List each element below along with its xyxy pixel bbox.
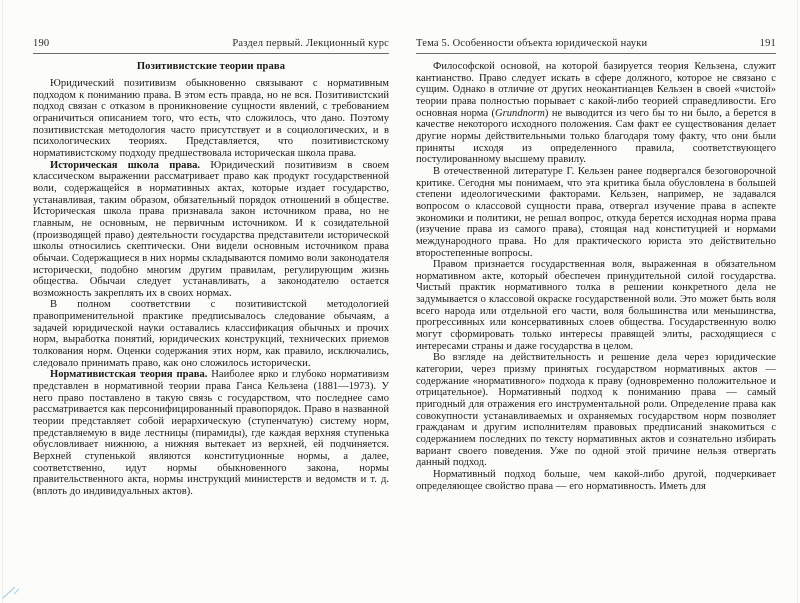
paragraph — [416, 469, 776, 492]
paragraph-text: Нормативный подход больше, чем какой-либо другой, подчеркивает определяющее свойство права — его нормативность. Иметь для — [416, 468, 776, 492]
body-text-right — [416, 61, 776, 492]
scan-artifact — [1, 585, 23, 599]
scan-edge-right — [797, 0, 798, 603]
running-title-right: Тема 5. Особенности объекта юридической науки — [416, 38, 648, 49]
paragraph — [33, 369, 389, 497]
paragraph-text: В полном соответствии с позитивистской методологией правоприменительной практике предписывалось следование обычаям, а задачей юридической науки оставались классификация обычных и прочих норм, выработка понятий, юридических конструкций, технических приемов толкования норм. Оценки содержания этих норм, как правило, исключались, следовало принимать право, как оно сложилось исторически. — [33, 299, 389, 369]
page-left — [33, 38, 389, 498]
running-head-left — [33, 38, 389, 54]
paragraph-text: ) не выводится из чего бы то ни было, а берется в качестве некоторого исходного положения. Сам факт ее существования делает другие нормы действительными только благодаря тому факту, что они были приняты исходя из определенного правила, соответствующего постулированному высшему правилу. — [416, 107, 776, 166]
paragraph — [416, 352, 776, 469]
paragraph-text: Правом признается государственная воля, выраженная в обязательном нормативном акте, который обеспечен принудительной силой государства. Чистый практик нормативного толка в решении конкретного дела не задумывается о классовой окраске государственной воли. Это может быть воля всего народа или отдельной его части, воля большинства или меньшинства, прогрессивных или консервативных слоев общества. Государственную волю могут сформировать только интересы правящей элиты, расходящиеся с интересами страны и даже государства в целом. — [416, 259, 776, 352]
paragraph — [416, 259, 776, 352]
paragraph — [416, 61, 776, 166]
paragraph-text: В отечественной литературе Г. Кельзен ранее подвергался безоговорочной критике. Сегодня мы понимаем, что эта критика была обусловлена в большей степени идеологическими факторами. Кельзен, например, не задавался вопросом о классовой сущности права, отвергал изучение права в аспекте экономики и политики, не решал вопрос, откуда берется исходная норма права (изучение права из самого права), стоящая над конституцией и нормами международного права. Но для практического юриста это действительно второстепенные вопросы. — [416, 165, 776, 259]
section-title: Позитивистские теории права — [136, 61, 286, 72]
paragraph — [33, 78, 389, 160]
scan-edge-left — [2, 0, 3, 603]
paragraph-text: Наиболее ярко и глубоко нормативизм представлен в нормативной теории права Ганса Кельзена (1881—1973). У него право поставлено в такую связь с государством, что последнее само рассматривается как персонифицированный правопорядок. Право в названной теории представляет собой иерархическую (ступенчатую) систему норм, представляемую в виде лестницы (пирамиды), где каждая верхняя ступенька обусловливает нижнюю, а нижняя вытекает из верхней, ей подчиняется. Верхней ступенькой являются конституционные нормы, а далее, соответственно, идут нормы обыкновенного закона, нормы правительственного акта, нормы инструкций министерств и ведомств и т. д. (вплоть до индивидуальных актов). — [33, 369, 389, 497]
paragraph — [33, 299, 389, 369]
running-title-left: Раздел первый. Лекционный курс — [232, 38, 389, 49]
paragraph-text: Юридический позитивизм обыкновенно связывают с нормативным подходом к пониманию права. В этом есть правда, но не вся. Позитивистский подход связан с отказом в проникновение сущности явлений, с требованием ограничиться описанием того, что есть, что сложилось, что дано. Поэтому позитивистская методология часто присутствует и в социологических, и в психологических теориях. Представляется, что позитивистскому нормативистскому подходу предшествовала историческая школа права. — [33, 78, 389, 159]
paragraph-text: Философской основой, на которой базируется теория Кельзена, служит кантианство. Право следует искать в сфере должного, которое не связано с сущим. Однако в отличие от других неокантианцев Кельзен в своей «чистой» теории права полностью порывает с какой-либо теорией справедливости. Его основная норма ( — [416, 61, 776, 119]
page-number-right: 191 — [759, 38, 776, 49]
paragraph — [33, 160, 389, 300]
paragraph-text: Юридический позитивизм в своем классическом выражении рассматривает право как продукт государственной воли, содержащейся в нормативных актах, которые издает государство, устанавливая, таким образом, обязательный порядок отношений в обществе. Историческая школа права признавала закон источником права, но не главным, не основным, не первичным источником. И к созидательной (производящей право) деятельности государства представители исторической школы относились скептически. Они видели основным источником права обычаи. Содержащиеся в них нормы складываются помимо воли законодателя исторически, подобно многим другим правилам, регулирующим жизнь общества. Обычаи следует устанавливать, а законодателю остается возможность закреплять их в своих нормах. — [33, 159, 389, 299]
running-head-right — [416, 38, 776, 54]
italic-term: Grundnorm — [495, 107, 545, 119]
run-in-heading: Нормативистская теория права. — [50, 369, 208, 381]
run-in-heading: Историческая школа права. — [50, 159, 201, 171]
page-right — [416, 38, 776, 492]
page-number-left: 190 — [33, 38, 50, 49]
paragraph-text: Во взгляде на действительность и решение дела через юридические категории, через призму принятых государством нормативных актов — содержание «нормативного» подхода к праву (одновременно положительное и отрицательное). Нормативный подход к пониманию права — самый пригодный для отражения его инструментальной роли. Определение права как совокупности устанавливаемых и охраняемых государством норм позволяет гражданам и другим исполнителям правовых предписаний знакомиться с содержанием последних по тексту нормативных актов и сознательно избирать вариант своего поведения. Уже по одной этой причине нельзя отвергать данный подход. — [416, 352, 776, 469]
paragraph — [416, 166, 776, 259]
body-text-left — [33, 78, 389, 498]
